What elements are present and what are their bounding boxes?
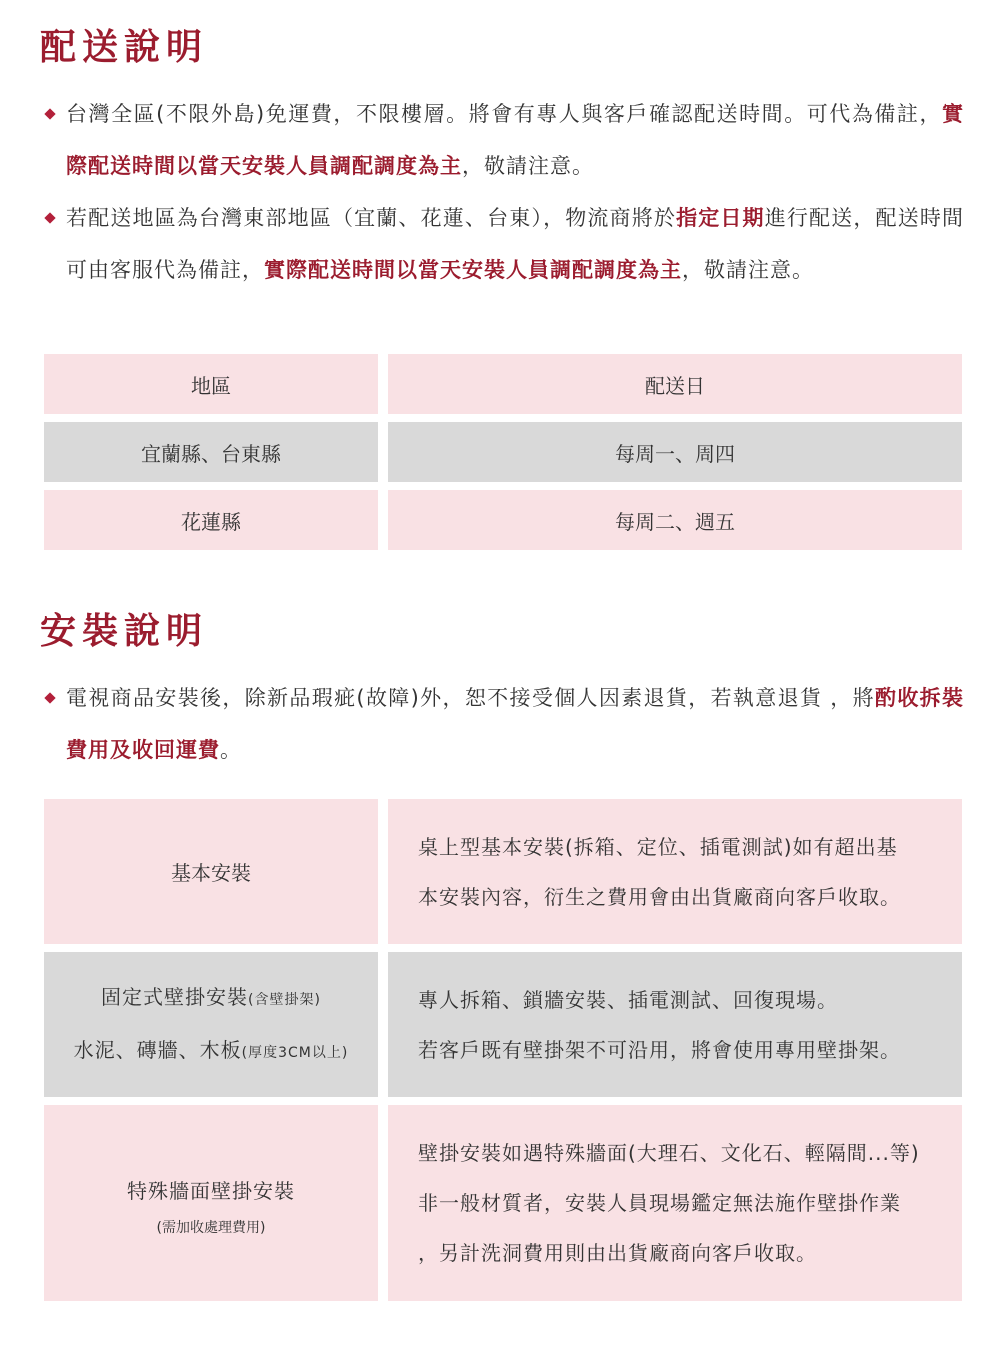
service-note: (需加收處理費用)	[156, 1220, 266, 1236]
header-delivery-day: 配送日	[388, 354, 962, 414]
table-row	[44, 490, 962, 550]
table-row	[44, 1105, 962, 1301]
delivery-schedule-table	[44, 354, 962, 558]
service-note: (厚度3CM以上)	[241, 1044, 349, 1061]
table-row	[44, 422, 962, 482]
install-notes	[44, 672, 964, 776]
region-cell: 花蓮縣	[44, 490, 378, 550]
diamond-bullet-icon	[44, 692, 55, 703]
delivery-note-2-emphasis-date: 指定日期	[676, 206, 765, 230]
service-desc-cell: 專人拆箱、鎖牆安裝、插電測試、回復現場。 若客戶既有壁掛架不可沿用，將會使用專用壁掛架。	[388, 952, 962, 1097]
service-name-cell: 特殊牆面壁掛安裝 (需加收處理費用)	[44, 1105, 378, 1301]
delivery-title: 配送說明	[40, 27, 209, 68]
delivery-note-2-emphasis: 實際配送時間以當天安裝人員調配調度為主	[264, 258, 682, 282]
service-name-cell: 固定式壁掛安裝(含壁掛架) 水泥、磚牆、木板(厚度3CM以上)	[44, 952, 378, 1097]
delivery-notes	[44, 88, 964, 296]
diamond-bullet-icon	[44, 108, 55, 119]
install-service-table	[44, 799, 962, 1309]
service-desc-cell: 壁掛安裝如遇特殊牆面(大理石、文化石、輕隔間...等) 非一般材質者，安裝人員現場鑑定無法施作壁掛作業 ，另計洗洞費用則由出貨廠商向客戶收取。	[388, 1105, 962, 1301]
table-row	[44, 952, 962, 1097]
delivery-day-cell: 每周一、周四	[388, 422, 962, 482]
install-title: 安裝說明	[40, 611, 209, 652]
delivery-note-1-emphasis: 實際配送時間以當天安裝人員調配調度為主	[66, 102, 964, 178]
table-header-row	[44, 354, 962, 414]
service-desc-cell: 桌上型基本安裝(拆箱、定位、插電測試)如有超出基 本安裝內容，衍生之費用會由出貨廠商向客戶收取。	[388, 799, 962, 944]
delivery-day-cell: 每周二、週五	[388, 490, 962, 550]
service-name-cell: 基本安裝	[44, 799, 378, 944]
delivery-note-2: 若配送地區為台灣東部地區（宜蘭、花蓮、台東），物流商將於指定日期進行配送，配送時間可由客服代為備註，實際配送時間以當天安裝人員調配調度為主，敬請注意。	[44, 192, 964, 296]
table-row	[44, 799, 962, 944]
diamond-bullet-icon	[44, 212, 55, 223]
delivery-note-1: 台灣全區(不限外島)免運費，不限樓層。將會有專人與客戶確認配送時間。可代為備註，實際配送時間以當天安裝人員調配調度為主，敬請注意。	[44, 88, 964, 192]
header-region: 地區	[44, 354, 378, 414]
service-note: (含壁掛架)	[248, 991, 321, 1008]
install-note-1: 電視商品安裝後，除新品瑕疵(故障)外，恕不接受個人因素退貨，若執意退貨 ，將酌收拆裝費用及收回運費。	[44, 672, 964, 776]
install-note-1-emphasis: 酌收拆裝費用及收回運費	[66, 686, 965, 762]
region-cell: 宜蘭縣、台東縣	[44, 422, 378, 482]
